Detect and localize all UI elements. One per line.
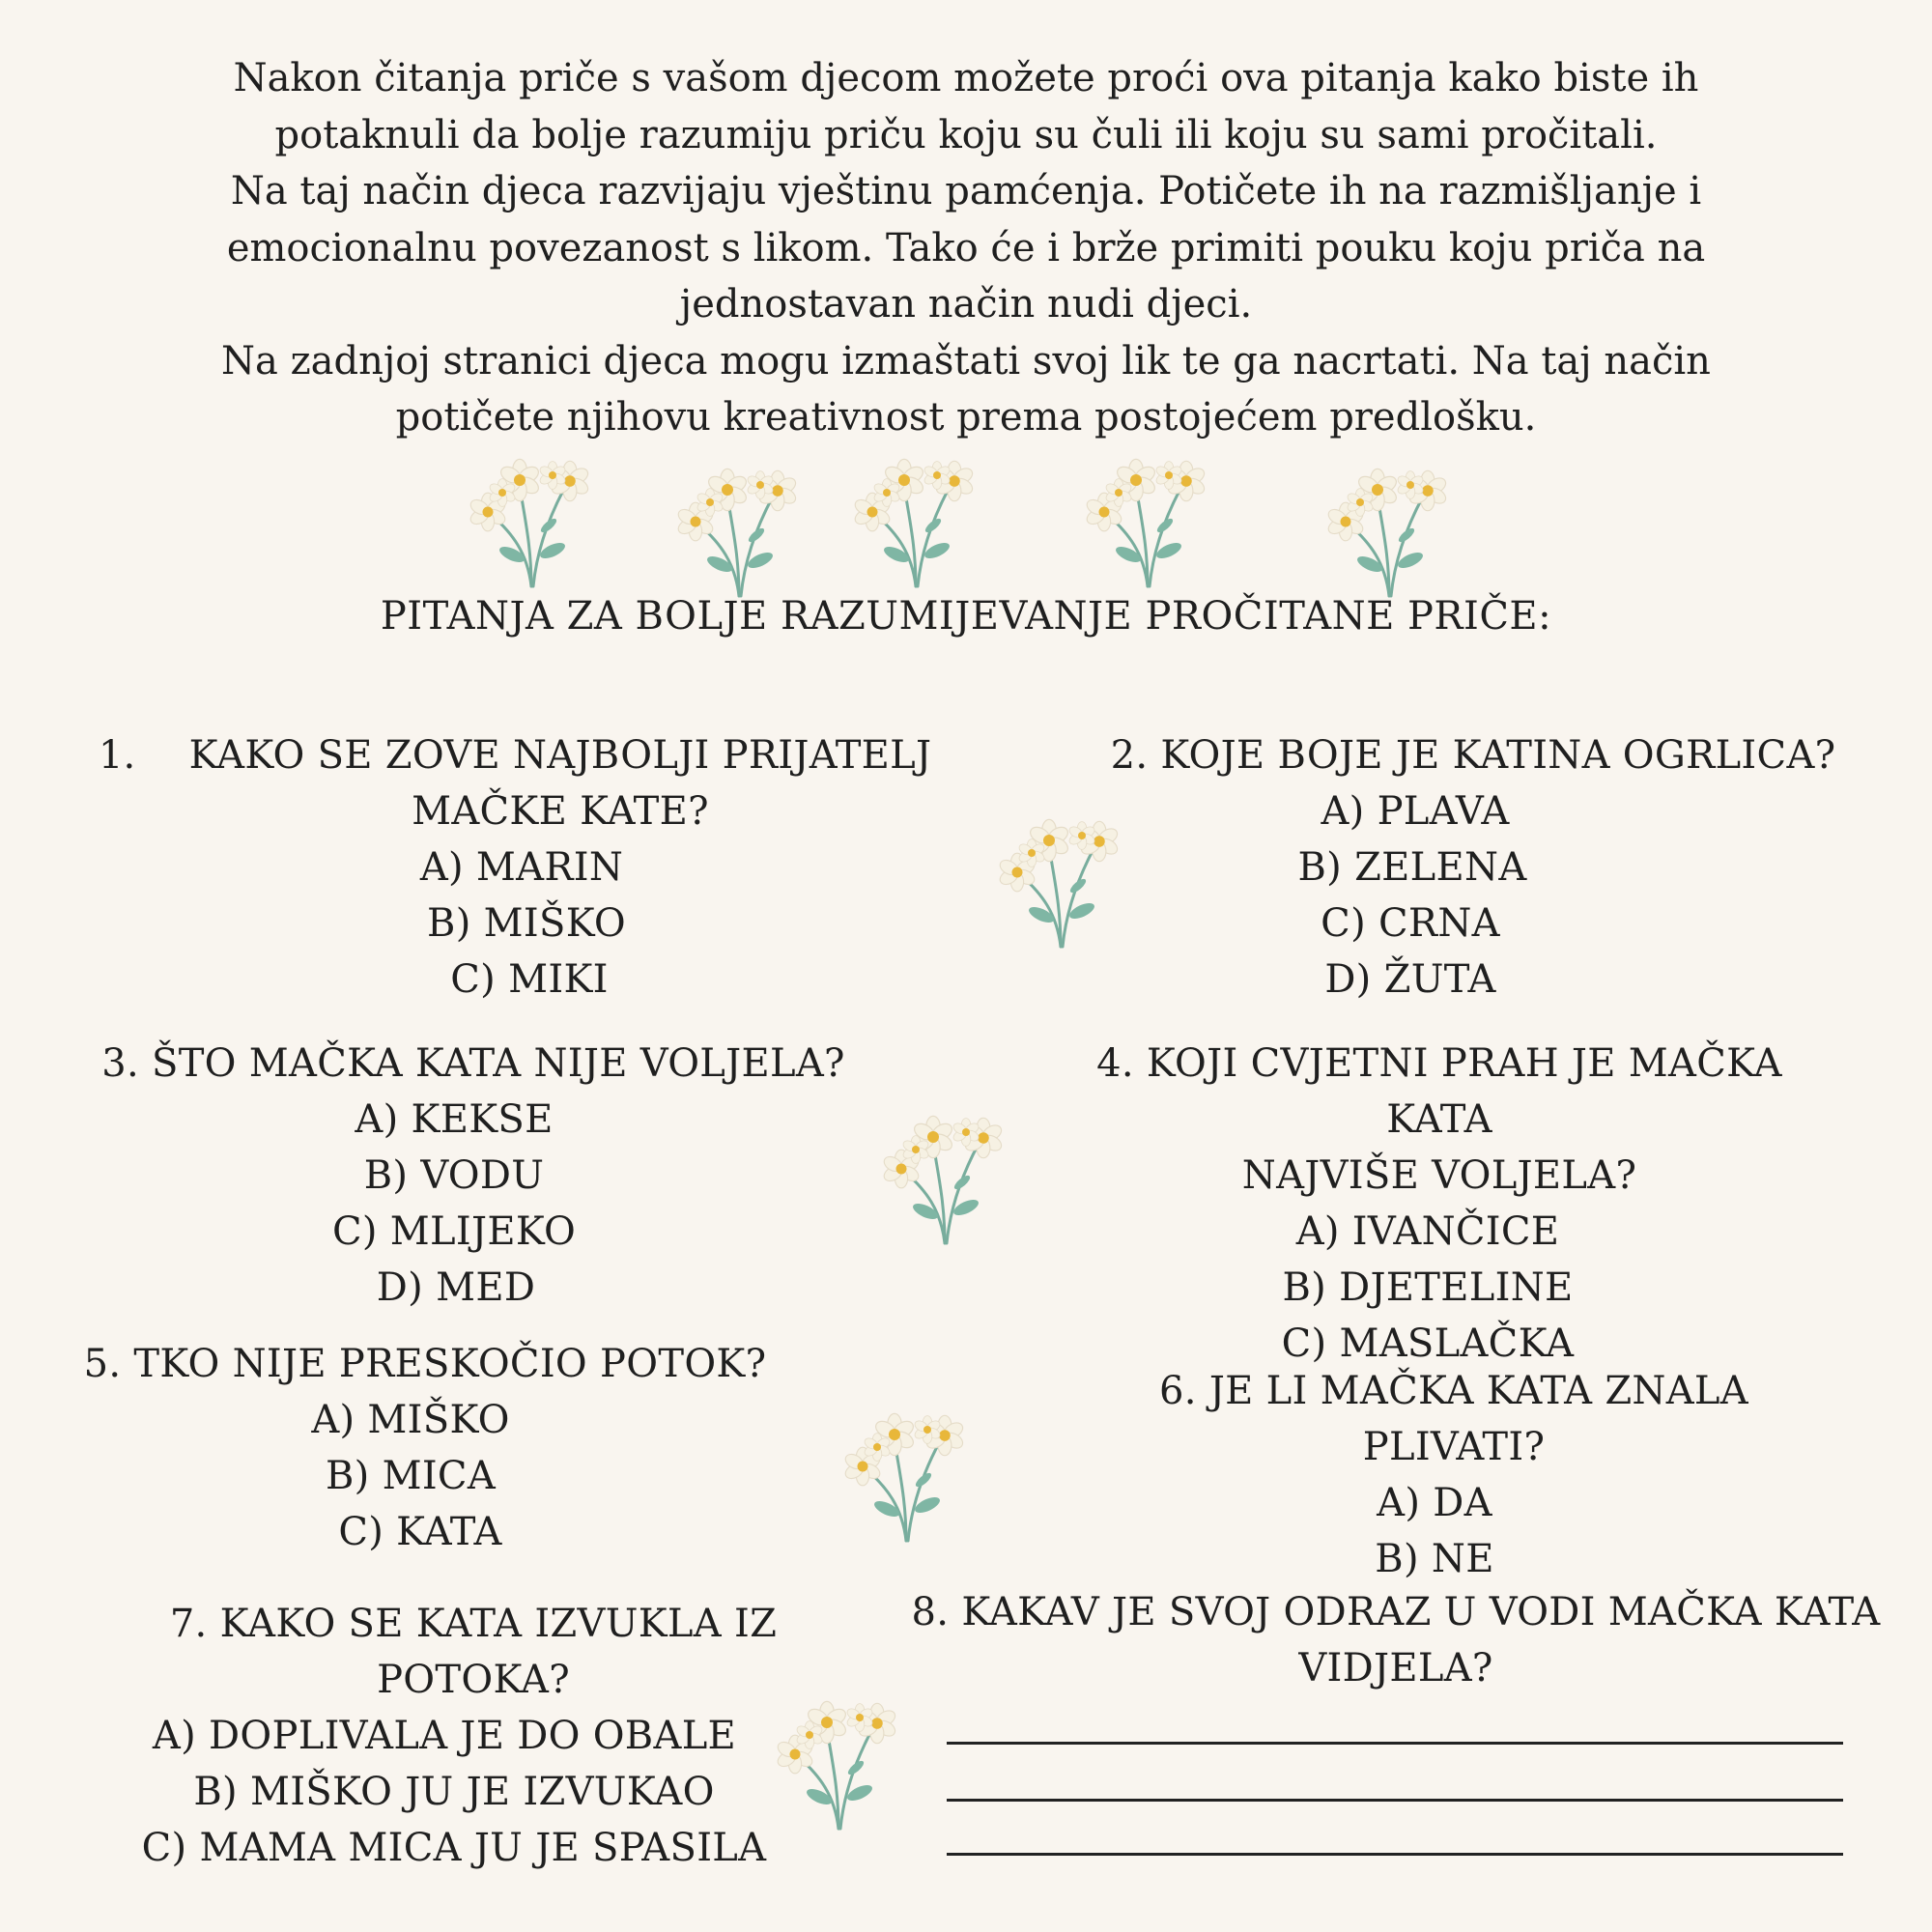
question-text: 4. KOJI CVJETNI PRAH JE MAČKA KATA <box>1096 1041 1782 1142</box>
option-c: C) MIKI <box>450 957 609 1002</box>
daisy-bouquet-icon <box>1321 456 1457 601</box>
answer-line[interactable] <box>947 1853 1843 1856</box>
option-a: A) MARIN <box>419 845 624 890</box>
daisy-bouquet-icon <box>1080 446 1215 591</box>
section-heading: PITANJA ZA BOLJE RAZUMIJEVANJE PROČITANE PRIČE: <box>380 594 1552 639</box>
question-text: KAKO SE ZOVE NAJBOLJI PRIJATELJ <box>188 733 932 778</box>
question-text: 7. KAKO SE KATA IZVUKLA IZ POTOKA? <box>169 1602 778 1702</box>
question-number: 1. <box>99 733 136 778</box>
question-text: NAJVIŠE VOLJELA? <box>1241 1153 1637 1198</box>
option-c: C) MAMA MICA JU JE SPASILA <box>141 1826 767 1870</box>
intro-line: jednostavan način nudi djeci. <box>679 282 1253 327</box>
option-b: B) NE <box>1375 1537 1494 1581</box>
intro-text <box>193 50 1739 446</box>
question-text: 5. TKO NIJE PRESKOČIO POTOK? <box>83 1342 767 1386</box>
option-b: B) DJETELINE <box>1282 1265 1574 1310</box>
question-3 <box>87 1036 860 1316</box>
daisy-bouquet-icon <box>877 1103 1012 1248</box>
question-4 <box>1053 1036 1826 1372</box>
question-text: 3. ŠTO MAČKA KATA NIJE VOLJELA? <box>101 1041 845 1086</box>
option-b: B) MIŠKO <box>427 901 626 946</box>
intro-line: Na taj način djeca razvijaju vještinu pamćenja. Potičete ih na razmišljanje i <box>230 169 1702 213</box>
option-d: D) MED <box>376 1265 536 1310</box>
question-2 <box>1101 727 1874 1008</box>
intro-line: potičete njihovu kreativnost prema postojećem predlošku. <box>395 395 1537 440</box>
question-text: 2. KOJE BOJE JE KATINA OGRLICA? <box>1110 733 1836 778</box>
question-text: 6. JE LI MAČKA KATA ZNALA PLIVATI? <box>1159 1369 1748 1469</box>
option-a: A) KEKSE <box>355 1097 554 1142</box>
option-a: A) DOPLIVALA JE DO OBALE <box>152 1714 737 1758</box>
option-c: C) CRNA <box>1321 901 1500 946</box>
daisy-bouquet-icon <box>838 1401 974 1546</box>
question-7 <box>87 1596 860 1876</box>
question-1 <box>174 727 947 1008</box>
intro-line: emocionalnu povezanost s likom. Tako će i brže primiti pouku koju priča na <box>226 225 1706 270</box>
question-5 <box>39 1336 811 1560</box>
option-b: B) MIŠKO JU JE IZVUKAO <box>193 1770 715 1814</box>
question-text: MAČKE KATE? <box>412 789 709 834</box>
option-a: A) DA <box>1377 1481 1492 1525</box>
daisy-bouquet-icon <box>848 446 983 591</box>
question-text: 8. KAKAV JE SVOJ ODRAZ U VODI MAČKA KATA <box>911 1590 1881 1634</box>
option-c: C) MLIJEKO <box>331 1209 577 1254</box>
answer-line[interactable] <box>947 1799 1843 1802</box>
question-text: VIDJELA? <box>1298 1646 1493 1690</box>
option-a: A) IVANČICE <box>1295 1209 1560 1254</box>
option-a: A) MIŠKO <box>311 1398 510 1442</box>
option-c: C) MASLAČKA <box>1281 1321 1575 1366</box>
question-6 <box>1053 1363 1826 1587</box>
option-c: C) KATA <box>338 1510 502 1554</box>
intro-line: Na zadnjoj stranici djeca mogu izmaštati svoj lik te ga nacrtati. Na taj način <box>221 338 1711 384</box>
option-b: B) ZELENA <box>1297 845 1527 890</box>
intro-line: potaknuli da bolje razumiju priču koju su čuli ili koju su sami pročitali. <box>274 112 1658 157</box>
answer-line[interactable] <box>947 1742 1843 1745</box>
option-d: D) ŽUTA <box>1324 957 1496 1002</box>
option-b: B) VODU <box>363 1153 545 1198</box>
daisy-bouquet-icon <box>464 446 599 591</box>
intro-line: Nakon čitanja priče s vašom djecom možete proći ova pitanja kako biste ih <box>233 56 1699 100</box>
daisy-bouquet-icon <box>671 456 807 601</box>
option-a: A) PLAVA <box>1321 789 1510 834</box>
question-8 <box>908 1584 1884 1696</box>
option-b: B) MICA <box>325 1454 497 1498</box>
